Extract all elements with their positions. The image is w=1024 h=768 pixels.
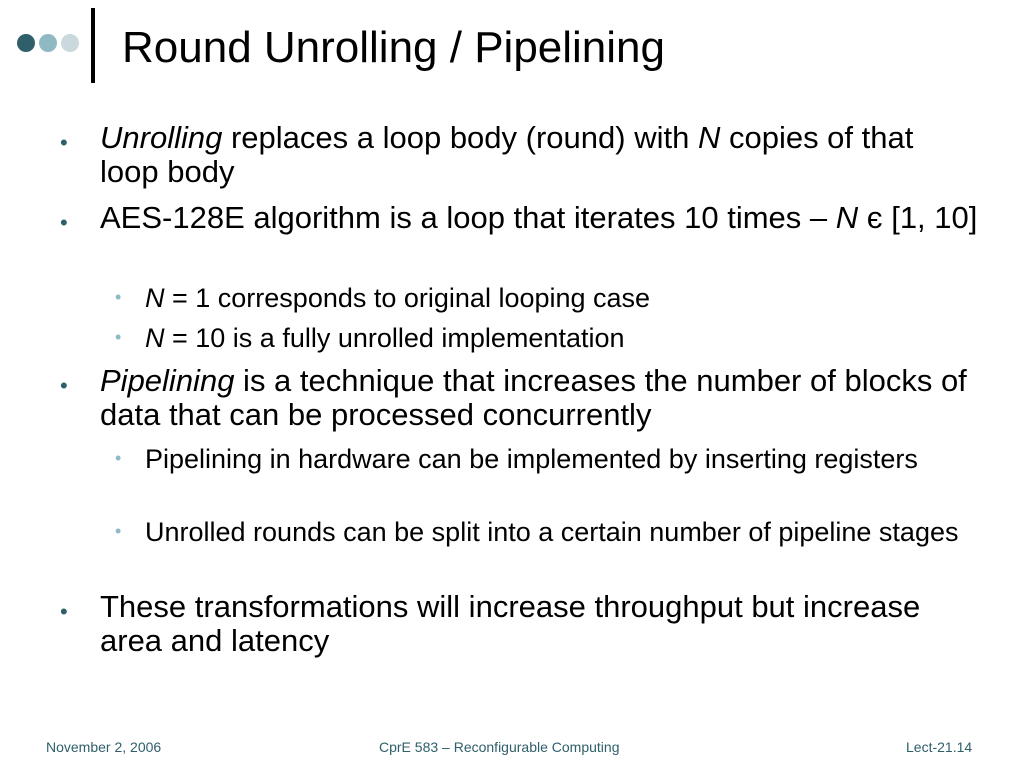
sub-bullet-text: N = 10 is a fully unrolled implementation bbox=[145, 323, 625, 353]
bullet-text: Unrolling replaces a loop body (round) with N copies of that loop body bbox=[100, 120, 914, 189]
bullet-marker: • bbox=[60, 373, 68, 398]
bullet-marker: • bbox=[60, 599, 68, 624]
bullet-marker: • bbox=[60, 210, 68, 235]
footer-course: CprE 583 – Reconfigurable Computing bbox=[379, 739, 620, 755]
bullet-text: These transformations will increase throughput but increase area and latency bbox=[100, 589, 921, 658]
bullet-marker: • bbox=[115, 521, 122, 541]
bullet-text: Pipelining is a technique that increases the number of blocks of data that can be processed concurrently bbox=[100, 363, 967, 432]
decoration-dot bbox=[61, 34, 79, 52]
sub-bullet-text: Pipelining in hardware can be implemented by inserting registers bbox=[145, 444, 918, 474]
bullet-marker: • bbox=[115, 327, 122, 347]
sub-bullet-text: Unrolled rounds can be split into a certain number of pipeline stages bbox=[145, 517, 959, 547]
decoration-dot bbox=[39, 34, 57, 52]
sub-bullet-text: N = 1 corresponds to original looping case bbox=[145, 283, 651, 313]
slide-title: Round Unrolling / Pipelining bbox=[122, 23, 665, 72]
bullet-marker: • bbox=[60, 130, 68, 155]
title-divider bbox=[91, 8, 95, 83]
bullet-marker: • bbox=[115, 287, 122, 307]
footer-page-number: Lect-21.14 bbox=[906, 739, 973, 755]
bullet-marker: • bbox=[115, 448, 122, 468]
bullet-text: AES-128E algorithm is a loop that iterates 10 times – N є [1, 10] bbox=[100, 200, 978, 235]
footer-date: November 2, 2006 bbox=[46, 739, 162, 755]
decoration-dot bbox=[17, 34, 35, 52]
